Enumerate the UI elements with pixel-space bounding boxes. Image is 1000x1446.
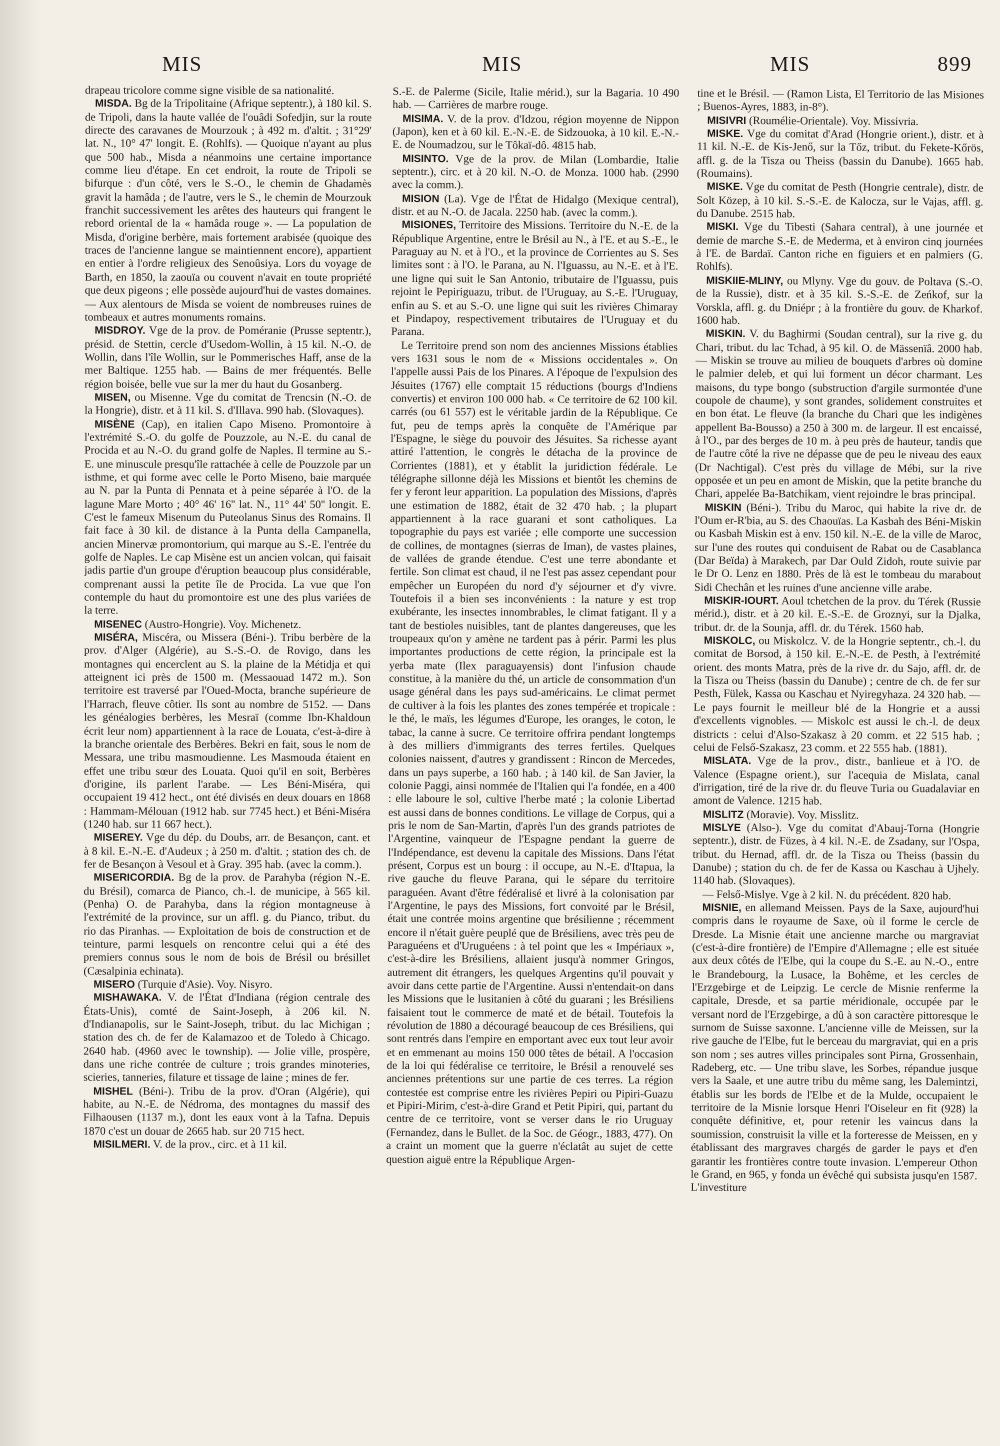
entry-text: Territoire des Missions. Territoire du N.-E. de la République Argentine, entre le Brésil au N., à l'E. et au S.-E., le Paraguay au N. et à l'O., et la province de Corrientes au S. Ses limites sont : à l'O. le Parana, au N. l'Iguassu, au N.-E. et à l'E. une ligne qui suit le San Antonio, tributaire de l'Iguassu, puis rejoint le Pepiriguazu, tribut. de l'Uruguay, au S.-E. l'Uruguay, enfin au S. et au S.-O. une ligne qui suit les rivières Chimaray et Pindapoy, respectivement tributaires de l'Uruguay et du Parana. [391, 219, 679, 339]
entry-headword: MISINTO. [402, 152, 449, 165]
entry-text: (Cap), en italien Capo Miseno. Promontoire à l'extrémité S.-O. du golfe de Pouzzole, au N.-E. du canal de Procida et au N.-O. du grand golfe de Naples. Il termine au S.-E. une minuscule presqu'île rattachée à celle de Pouzzole par un isthme, et qui forme avec celle le Porto Miseno, baie marquée au N. par la Punta di Pennata et à peine séparée à l'O. de la lagune Mare Morto ; 40° 46' 16'' lat. N., 11° 44' 50'' longit. E. C'est le fameux Misenum du Puteolanus Sinus des Romains. Il fait face à 30 kil. de distance à la Punta della Campanella, ancien Minervæ promontorium, qui marque au S.-E. l'entrée du golfe de Naples. Le cap Misène est un ancien volcan, qui faisait jadis partie d'un groupe d'éruption beaucoup plus considérable, comprenant aussi la petite île de Procida. La vue que l'on contemple du haut du promontoire est une des plus variées de la terre. [84, 418, 372, 618]
page-number: 899 [937, 52, 972, 76]
entry-text: V. de l'État d'Indiana (région centrale des États-Unis), comté de Saint-Joseph, à 206 kil. N. d'Indianapolis, sur le Saint-Joseph, tribut. du lac Michigan ; station des ch. de fer de Kalamazoo et de Toledo à Chicago. 2640 hab. (4960 avec le township). — Jolie ville, prospère, dans une riche contrée de culture ; trois grandes minoteries, scieries, tanneries, filature et tissage de laine ; mines de fer. [83, 992, 371, 1085]
entry-text: en allemand Meissen. Pays de la Saxe, aujourd'hui compris dans le royaume de Saxe, où il forme le cercle de Dresde. La Misnie était une ancienne marche ou margraviat (c'est-à-dire frontière) de l'Empire d'Allemagne ; elle est située aux deux côtés de l'Elbe, qui la coupe du S.-E. au N.-O., entre le Brandebourg, la Lusace, la Bohême, et les cercles de l'Erzgebirge et de Leipzig. Le cercle de Misnie renferme la capitale, Dresde, et sa partie méridionale, occupée par le versant nord de l'Erzgebirge, a dû à son caractère pittoresque le surnom de Suisse saxonne. L'ancienne ville de Meissen, sur la rive gauche de l'Elbe, fut le berceau du margraviat, qui en a pris son nom ; ses autres villes principales sont Pirna, Grossenhain, Radeberg, etc. — Une tribu slave, les Sorbes, répandue jusque vers la Saale, et une autre tribu du même sang, les Dalemintzi, établis sur les bords de l'Elbe et de la Mulde, occupaient le territoire de la Misnie lorsque Henri l'Oiseleur en fit (928) la conquête définitive, et, pour retenir les vaincus dans la soumission, construisit la ville et la forteresse de Meissen, en y établissant des margraves chargés de garder le pays et d'en garantir les frontières contre toute invasion. L'empereur Othon le Grand, en 965, y fonda un évêché qui subsista jusqu'en 1587. L'investiture [690, 901, 980, 1195]
entry-text: ou Misenne. Vge du comitat de Trencsin (N.-O. de la Hongrie), distr. et à 11 kil. S. d'Illava. 990 hab. (Slovaques). [84, 391, 372, 418]
entry-headword: MISHEL [93, 1085, 133, 1098]
entry-text: Vge du Tibesti (Sahara central), à une journée et demie de marche S.-E. de Mederma, et à environ cinq journées à l'E. de Bardaï. Canton riche en figuiers et en palmiers (G. Rohlfs). [696, 221, 984, 274]
dictionary-entry [83, 1085, 370, 1139]
running-header [30, 52, 976, 86]
entry-text: (Turquie d'Asie). Voy. Nisyro. [137, 978, 273, 991]
entry-headword: MISKE. [706, 181, 743, 194]
entry-text: Aoul tchetchen de la prov. du Térek (Russie mérid.), distr. et à 20 kil. E.-S.-E. de Groznyi, sur la Djalka, tribut. dr. de la Sounja, affl. dr. du Térek. 1560 hab. [693, 595, 981, 635]
entry-text: Bg de la prov. de Parahyba (région N.-E. du Brésil), comarca de Pianco, ch.-l. de municipe, à 565 kil. (Penha) O. de Parahyba, dans la région montagneuse à l'extrémité de la province, sur un affl. g. du Pianco, tribut. du rio das Piranhas. — Exploitation de bois de construction et de teinture, parmi lesquels on rencontre celui qui a été des premiers connus sous le nom de bois de Brésil ou brésillet (Cæsalpinia echinata). [83, 872, 371, 978]
entry-text: (Austro-Hongrie). Voy. Michenetz. [144, 618, 302, 631]
entry-headword: MISKIN [704, 501, 742, 514]
entry-headword: MISIONES, [401, 219, 457, 232]
column-3 [689, 88, 984, 1440]
header-center-word: MIS [482, 52, 523, 76]
dictionary-entry [84, 832, 371, 873]
entry-headword: MISKE. [707, 127, 744, 141]
entry-headword: MISDROY. [94, 324, 146, 337]
entry-headword: MISÉRA, [94, 631, 138, 644]
entry-text: ou Mlyny. Vge du gouv. de Poltava (S.-O. de la Russie), distr. et à 35 kil. S.-S.-E. de Zeńkof, sur la Vorskla, affl. g. du Dniépr ; à la frontière du gouv. de Kharkof. 1600 hab. [695, 275, 983, 327]
entry-headword: MISIVRI [707, 114, 747, 127]
entry-headword: MISIMA. [402, 112, 444, 125]
dictionary-entry [391, 219, 678, 341]
dictionary-entry [84, 618, 371, 632]
entry-headword: MISLITZ [702, 808, 744, 821]
dictionary-entry [691, 902, 979, 1197]
entry-text: S.-E. de Palerme (Sicile, Italie mérid.), sur la Bagaria. 10 490 hab. — Carrières de marbre rouge. [392, 85, 680, 113]
entry-text: — Felső-Mislye. Vge à 2 kil. N. du précédent. 820 hab. [702, 888, 952, 902]
entry-text: Vge du comitat d'Arad (Hongrie orient.), distr. et à 11 kil. N.-E. de Kis-Jenő, sur la Tőz, tribut. du Fekete-Kőrös, affl. g. de la Tisza ou Theiss (bassin du Danube). 1665 hab. (Roumains). [696, 128, 984, 181]
column-2 [384, 86, 679, 1438]
entry-text: (Also-). Vge du comitat d'Abauj-Torna (Hongrie septentr.), distr. de Füzes, à 4 kil. N.-E. de Zsadany, sur l'Ospa, tribut. du Hernad, affl. dr. de la Tisza ou Theiss (bassin du Danube) ; station du ch. de fer de Kassa ou Kaschau à Ujhely. 1140 hab. (Slovaques). [692, 821, 980, 888]
dictionary-entry [694, 501, 981, 596]
dictionary-entry [386, 339, 678, 1168]
dictionary-entry [84, 418, 371, 619]
entry-text: drapeau tricolore comme signe visible de sa nationalité. [85, 84, 335, 98]
dictionary-entry [83, 979, 370, 993]
dictionary-entry [85, 85, 372, 99]
entry-headword: MISDA. [95, 97, 132, 111]
dictionary-entry [696, 275, 983, 330]
entry-text: V. du Baghirmi (Soudan central), sur la rive g. du Chari, tribut. du lac Tchad, à 95 kil. O. de Mässenïâ. 2000 hab. — Miskin se trouve au milieu de bouquets d'arbres où domine le palmier deleb, et qui lui forment un décor charmant. Les maisons, du type bongo (substruction d'argile surmontée d'une coupole de chaume), y sont grandes, solidement construites et en bon état. Le fleuve (la branche du Chari que les indigènes appellent Ba-Bousso) a 250 à 300 m. de largeur. Il est encaissé, à l'O., par des berges de 10 m. à peu près de hauteur, tandis que de l'autre côté la rive ne dépasse que de peu le niveau des eaux (Dr Nachtigal). C'est près du village de Mébi, sur la rive opposée et un peu en amont de Miskin, que la petite branche du Chari, appelée Ba-Batchikam, vient rejoindre le bras principal. [694, 328, 983, 502]
dictionary-entry [84, 392, 371, 419]
entry-headword: MISEN, [94, 391, 131, 404]
entry-headword: MISNIE, [702, 901, 742, 914]
entry-headword: MISLATA. [703, 754, 752, 768]
entry-text: Vge de la prov., distr., banlieue et à l'O. de Valence (Espagne orient.), sur l'acequia de Mislata, canal d'irrigation, tiré de la rive dr. du fleuve Turia ou Guadalaviar en amont de Valence. 1215 hab. [692, 755, 980, 808]
entry-headword: MISION [401, 192, 440, 205]
entry-text: Vge de la prov. de Milan (Lombardie, Italie septentr.), circ. et à 20 kil. N.-O. de Monza. 1000 hab. (2990 avec la comm.). [392, 152, 679, 192]
entry-text: Vge de la prov. de Poméranie (Prusse septentr.), présid. de Stettin, cercle d'Usedom-Wollin, à 15 kil. N.-O. de Wollin, dans l'île Wollin, sur le Pommerisches Haff, anse de la mer Baltique. 1255 hab. — Bains de mer fréquentés. Belle région boisée, belle vue sur la mer du haut du Gosanberg. [84, 324, 372, 391]
dictionary-entry [85, 98, 372, 325]
entry-text: Bg de la Tripolitaine (Afrique septentr.), à 180 kil. S. de Tripoli, dans la haute vallée de l'ouâdi Sofedjin, sur la route directe des caravanes de Mourzouk ; à 492 m. d'altit. ; 31°29' lat. N., 10° 47' longit. E. (Rohlfs). — Quoique n'ayant au plus que 500 hab., Misda a néanmoins une certaine importance comme lieu d'étape. En cet endroit, la route de Tripoli se bifurque : d'un côté, vers le S.-O., le chemin de Ghadamès gravit la hamâda ; de l'autre, vers le S., le chemin de Mourzouk franchit successivement les arêtes des hauteurs qui frangent le rebord oriental de la « hamâda rouge ». — La population de Misda, d'origine berbère, mais fortement arabisée (quoique des traces de l'ancienne langue se maintiennent encore), appartient en entier à l'ordre religieux des Senoûsiya. Lors du voyage de Barth, en 1850, la zaouïa ou couvent n'avait en toute propriété que deux pigeons ; elle possède aujourd'hui de vastes domaines. — Aux alentours de Misda se voient de nombreuses ruines de tombeaux et autres monuments romains. [84, 98, 372, 324]
dictionary-entry [695, 328, 983, 503]
page-fold-shadow [0, 0, 40, 1446]
dictionary-entry [84, 632, 371, 833]
dictionary-entry [85, 325, 372, 392]
entry-text: Le Territoire prend son nom des anciennes Missions établies vers 1631 sous le nom de « Missions occidentales ». On l'appelle aussi Pais de los Pinares. A l'époque de l'expulsion des Jésuites (1767) elle comptait 15 réductions (bourgs d'Indiens convertis) et environ 100 000 hab. « Ce territoire de 62 100 kil. carrés (ou 61 557) est le véritable jardin de la République. Ce fut, peu de temps après la conquête de l'Amérique par l'Espagne, le siège du pouvoir des Jésuites. Sa richesse ayant attiré l'attention, le congrès le détacha de la province de Corrientes (1881), et y établit la juridiction fédérale. Le télégraphe sillonne déjà les Missions et bientôt les chemins de fer y feront leur apparition. La population des Missions, d'après une estimation de 1882, était de 32 470 hab. ; la plupart appartiennent à la race guarani et sont catholiques. La topographie du pays est variée ; elle comporte une succession de collines, de montagnes (sierras de Iman), de vastes plaines, de vallées de grande étendue. C'est une terre abondante et fertile. Son climat est chaud, il ne l'est pas assez cependant pour empêcher un Européen du nord d'y séjourner et d'y vivre. Toutefois il a bien ses inconvénients : la nature y est trop exubérante, les insectes innombrables, le climat fatigant. Il y a tant de bestioles nuisibles, tant de plantes dangereuses, que les troupeaux qu'on y amène ne tardent pas à périr. Parmi les plus importantes productions de cette région, la principale est la yerba mate (Ilex paraguayensis) dont l'infusion chaude constitue, à la manière du thé, un article de consommation d'un usage général dans les pays sud-américains. Le climat permet de cultiver à la fois les plantes des zones tempérée et tropicale : le thé, le maïs, les légumes d'Europe, les oranges, le coton, le tabac, la canne à sucre. Ce territoire offrira pendant longtemps à des milliers d'immigrants des terres fertiles. Quelques colonies naissent, d'autres y grandissent : Rincon de Mercedes, dans un pays superbe, a 160 hab. ; à 140 kil. de San Javier, la colonie Paggi, ainsi nommée de l'Italien qui l'a fondée, en a 400 : elle laboure le sol, cultive l'herbe maté ; la colonie Libertad est aussi dans de bonnes conditions. Le village de Corpus, qui a pris le nom de San-Martin, d'après l'un des grands patriotes de l'Argentine, vainqueur de l'Espagne pendant la guerre de l'Indépendance, est devenu la capitale des Missions. Dans l'état présent, Corpus est un bourg : il occupe, au N.-E. d'Itapua, la rive gauche du fleuve Parana, qui le sépare du territoire paraguéen. Avant d'être fédéralisé et livré à la colonisation par l'Argentine, le pays des Missions, fort convoité par le Brésil, était une contrée moins argentine que brésilienne ; récemment encore il n'était guère peuplé que de Brésiliens, avec très peu de Paraguéens et d'Uruguéens : à tel point que les « Impériaux », c'est-à-dire les Brésiliens, allaient jusqu'à nommer Gringos, autrement dit étrangers, les quelques Argentins qu'il pouvait y avoir dans cette partie de l'Argentine. Aussi n'entendait-on dans les Missions que le lusitanien à côté du guarani ; les Brésiliens faisaient tout le commerce de maté et de bétail. Toutefois la révolution de 1880 a découragé beaucoup de ces Brésiliens, qui sont rentrés dans l'empire en emportant avec eux tout leur avoir et en emmenant au moins 150 000 têtes de bétail. A l'occasion de la loi qui fédéralise ce territoire, le Brésil a renouvelé ses anciennes prétentions sur une partie de ces terres. La région contestée est comprise entre les rivières Pepiri ou Pipiri-Guazu et Pipiri-Mirim, c'est-à-dire Grand et Petit Pipiri, qui, partant du centre de ce territoire, vont se verser dans le rio Uruguay (Fernandez, dans le Bullet. de la Soc. de Géogr., 1883, 477). On a craint un moment que la guerre n'éclatât au sujet de cette question aiguë entre la République Argen- [386, 339, 678, 1167]
entry-headword: MISKIR-IOURT. [704, 594, 779, 608]
dictionary-entry [393, 86, 680, 114]
header-left-word: MIS [162, 52, 203, 76]
entry-headword: MISHAWAKA. [93, 992, 162, 1005]
entry-text: (Moravie). Voy. Misslitz. [746, 808, 859, 822]
entry-text: tine et le Brésil. — (Ramon Lista, El Territorio de las Misiones ; Buenos-Ayres, 1883, in-8°). [697, 87, 984, 114]
entry-text: (Béni-). Tribu du Maroc, qui habite la rive dr. de l'Oum er-R'bia, au S. des Chaouïas. La Kasbah des Béni-Miskin ou Kasbah Miskin est à env. 150 kil. N.-E. de la ville de Maroc, sur l'une des routes qui conduisent de Rabat ou de Casablanca (Dar Beïda) à Marakech, par Dar Ould Zidoh, route suivie par le Dr O. Lenz en 1880. Près de là est le tombeau du marabout Sidi Chechân et les ruines d'une ancienne ville arabe. [694, 501, 982, 595]
dictionary-entry [696, 221, 983, 276]
entry-headword: MISERO [93, 978, 135, 991]
entry-text: ou Miskolcz. V. de la Hongrie septentr., ch.-l. du comitat de Borsod, à 150 kil. E.-N.-E. de Pesth, à l'extrémité orient. des monts Matra, près de la rive dr. du Sajo, affl. dr. de la Tisza ou Theiss (bassin du Danube) ; centre de ch. de fer sur Pesth, Fülek, Kassa ou Kaschau et Nyiregyhaza. 24 320 hab. — Le pays fournit le meilleur blé de la Hongrie et a aussi d'excellents vignobles. — Miskolc est aussi le ch.-l. de deux districts : celui d'Also-Szakasz à 20 comm. et 22 515 hab. ; celui de Felső-Szakasz, 23 comm. et 22 555 hab. (1881). [693, 635, 981, 756]
header-right-word: MIS [770, 52, 811, 76]
entry-text: Vge du dép. du Doubs, arr. de Besançon, cant. et à 8 kil. E.-N.-E. d'Audeux ; à 250 m. d'altit. ; station des ch. de fer de Besançon à Vesoul et à Gray. 395 hab. (avec la comm.). [83, 831, 371, 872]
dictionary-entry [83, 992, 370, 1086]
dictionary-entry [697, 88, 984, 116]
entry-headword: MISERICORDIA. [93, 871, 175, 885]
entry-headword: MISKI. [706, 221, 739, 234]
entry-headword: MISÈNE [94, 418, 135, 431]
dictionary-entry [692, 822, 979, 890]
dictionary-entry [83, 1139, 370, 1153]
text-columns [80, 84, 984, 1439]
entry-text: (Roumélie-Orientale). Voy. Missivria. [748, 114, 919, 128]
entry-text: (Béni-). Tribu de la prov. d'Oran (Algérie), qui habite, au N.-E. de Nédroma, des montagnes du massif des Filhaousen (1137 m.), dont les eaux vont à la Tafna. Depuis 1870 c'est un douar de 2665 hab. sur 20 715 hect. [83, 1085, 370, 1138]
dictionary-entry [392, 153, 679, 195]
dictionary-entry [697, 128, 984, 183]
entry-headword: MISILMERI. [93, 1138, 151, 1151]
entry-headword: MISLYE [702, 821, 741, 834]
entry-headword: MISKOLC, [703, 634, 756, 648]
entry-text: V. de la prov. d'Idzou, région moyenne de Nippon (Japon), ken et à 60 kil. E.-N.-E. de Sidzouoka, à 10 kil. E.-N.-E. de Noumadzou, sur le Tôkaï-dô. 4815 hab. [392, 112, 680, 153]
dictionary-entry [693, 635, 980, 757]
entry-text: Miscéra, ou Missera (Béni-). Tribu berbère de la prov. d'Alger (Algérie), au S.-S.-O. de Rovigo, dans les montagnes qui encerclent au S. la plaine de la Métidja et qui atteignent ici près de 1500 m. (Messaouad 1472 m.). Son territoire est traversé par l'Oued-Mocta, branche supérieure de l'Harrach, fleuve côtier. Ils sont au nombre de 5152. — Dans les généalogies berbères, les Mesraï (comme Ibn-Khaldoun écrit leur nom) appartiennent à la race de Louata, c'est-à-dire à la branche orientale des Berbères. Bekri en fait, sous le nom de Messara, une tribu masmoudienne. Les Masmouda étaient en effet une tribu sœur des Louata. Quoi qu'il en soit, Berbères d'origine, ils parlent l'arabe. — Les Béni-Miséra, qui occupaient 19 412 hect., ont été divisés en deux douars en 1868 : Hammam-Mélouan (1912 hab. sur 7745 hect.) et Béni-Miséra (1240 hab. sur 11 667 hect.). [83, 631, 371, 831]
dictionary-entry [392, 113, 679, 155]
entry-headword: MISKIIE-MLINY, [706, 274, 784, 288]
entry-text: V. de la prov., circ. et à 11 kil. [152, 1138, 287, 1152]
dictionary-entry [693, 755, 980, 810]
entry-text: Vge du comitat de Pesth (Hongrie centrale), distr. de Solt Közep, à 10 kil. S.-S.-E. de Kalocza, sur le Vajas, affl. g. du Danube. 2515 hab. [696, 181, 984, 221]
entry-headword: MISKIN. [705, 327, 746, 341]
dictionary-entry [697, 181, 984, 223]
entry-text: (La). Vge de l'État de Hidalgo (Mexique central), distr. et au N.-O. de Jacala. 2250 hab. (avec la comm.). [391, 192, 679, 220]
dictionary-entry [83, 872, 370, 979]
column-1 [83, 85, 372, 1435]
entry-headword: MISEREY. [93, 831, 143, 844]
entry-headword: MISENEC [94, 618, 142, 631]
dictionary-entry [694, 595, 981, 637]
dictionary-entry [392, 193, 679, 221]
